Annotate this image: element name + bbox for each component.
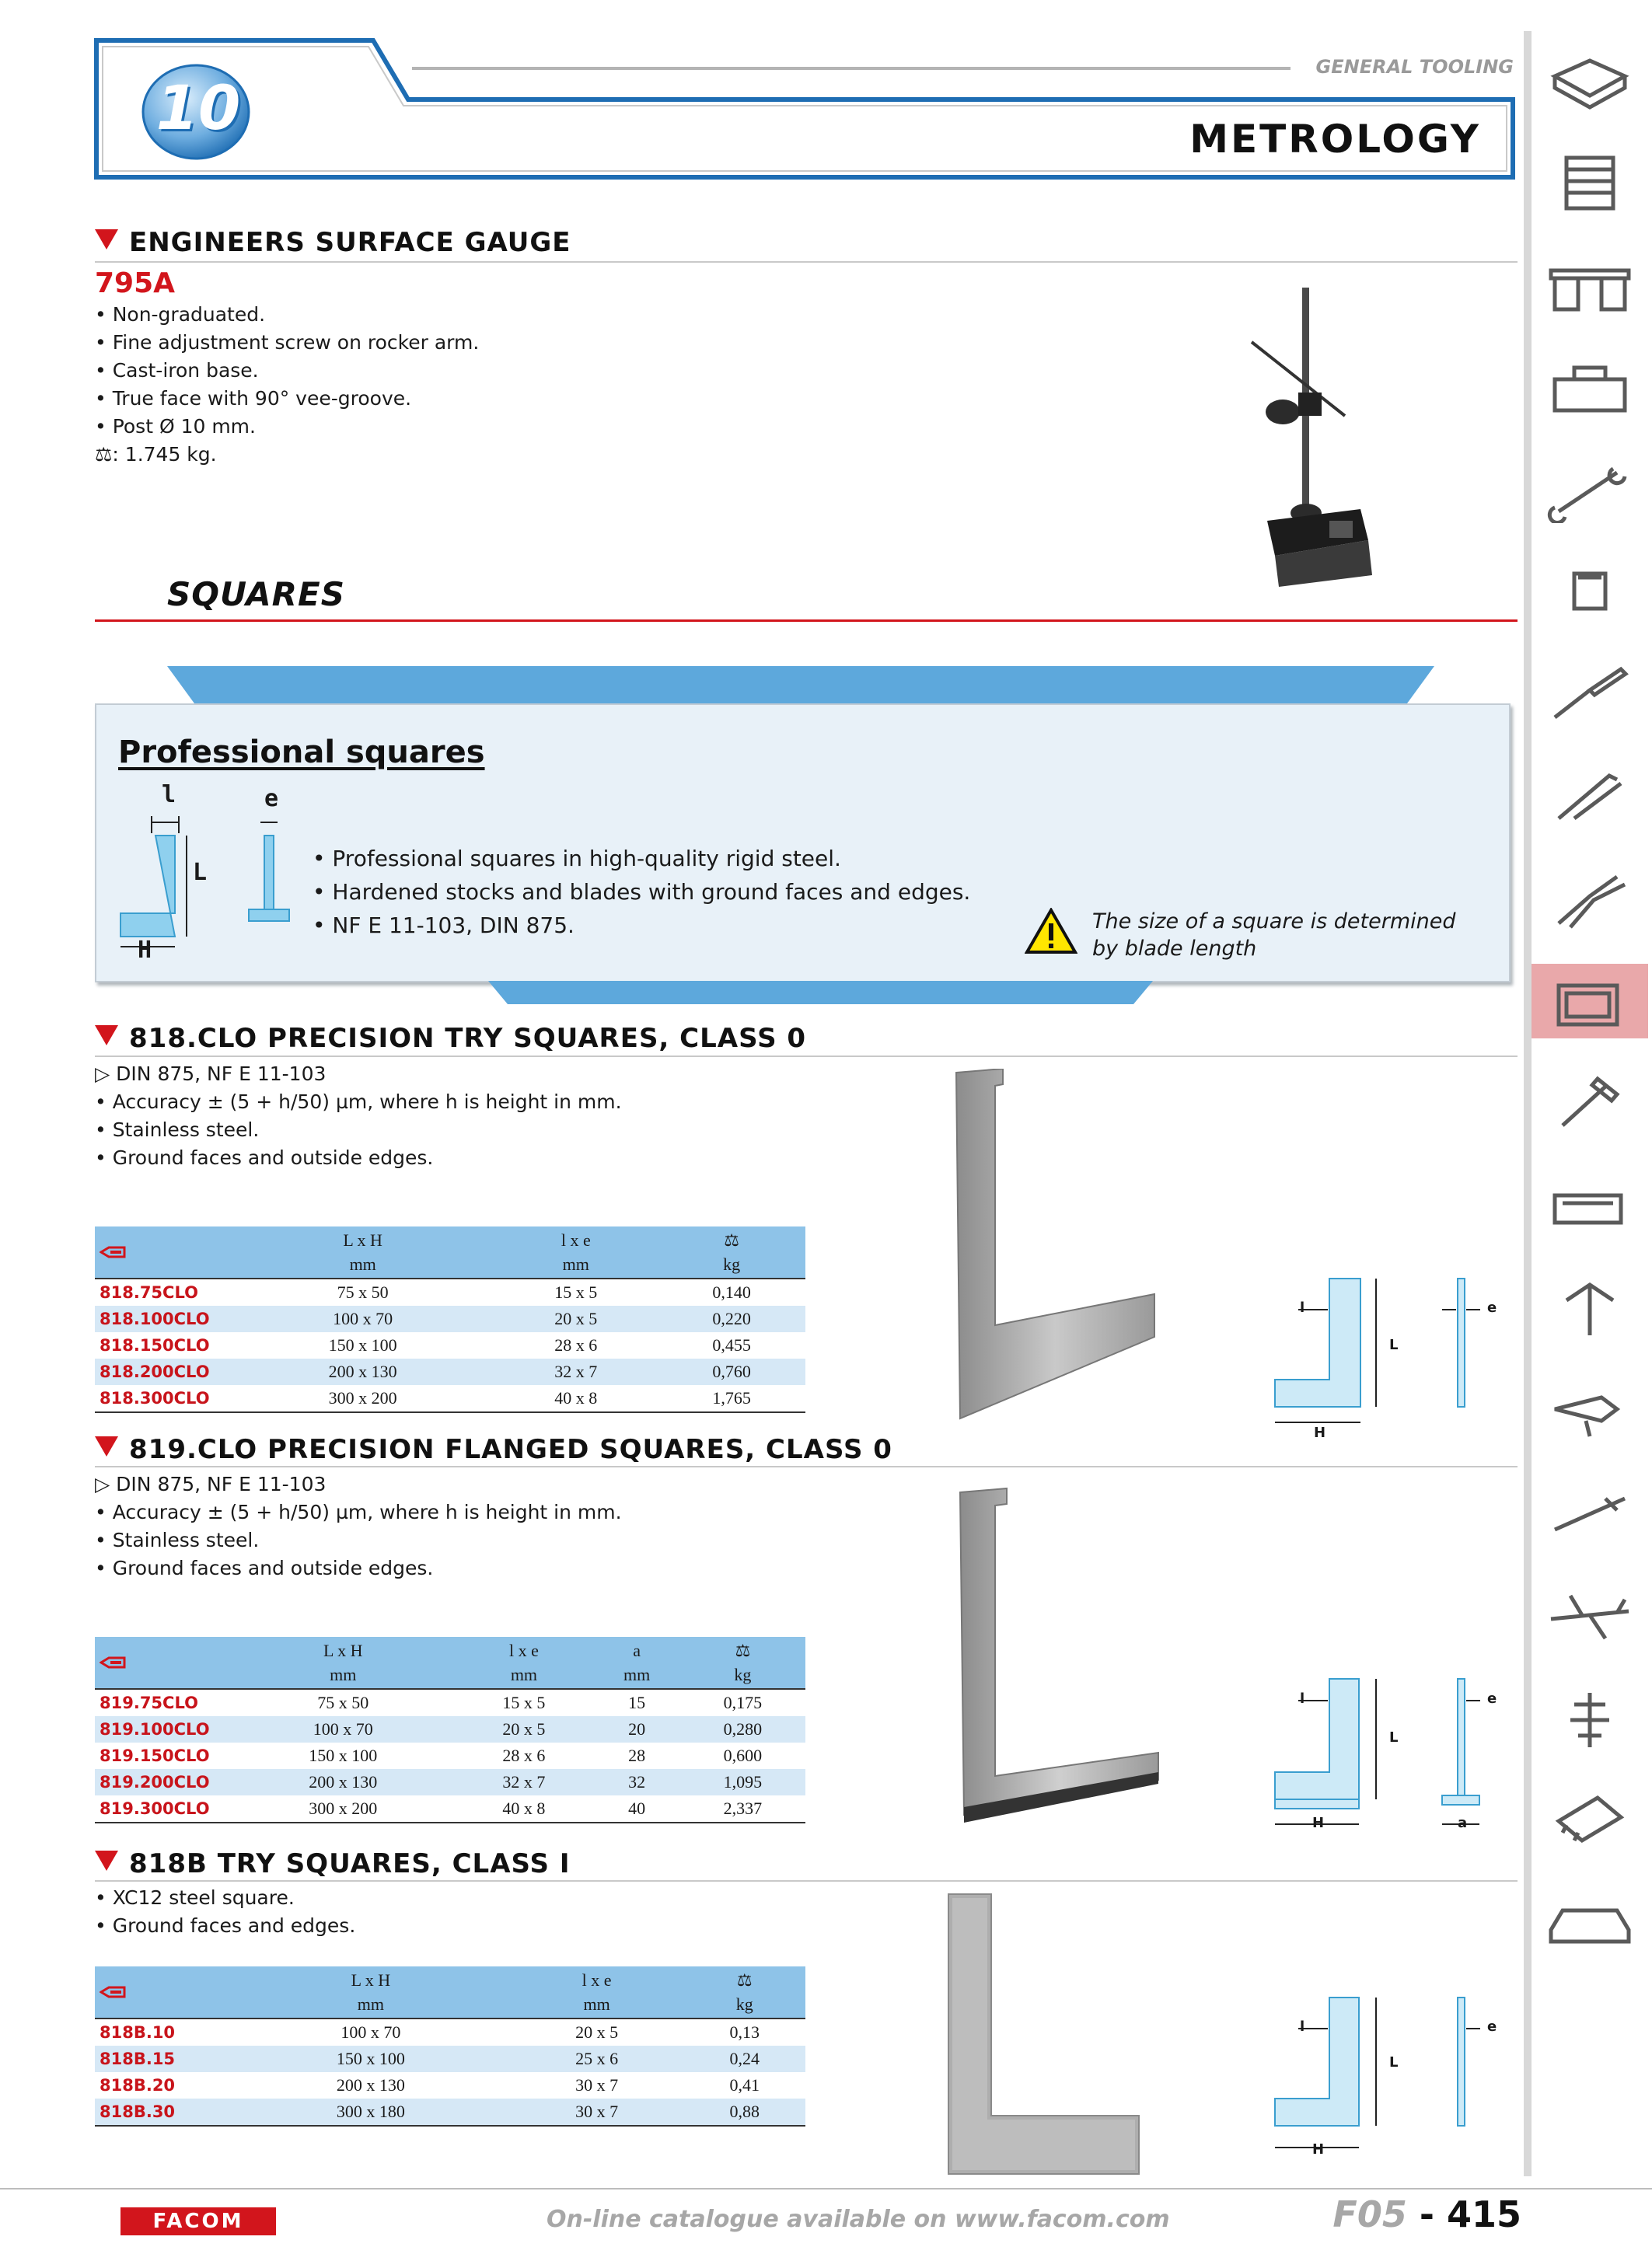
side-tab-screwdriver[interactable] xyxy=(1532,657,1648,731)
side-tab-hex-key[interactable] xyxy=(1532,758,1648,832)
side-tab-electrical[interactable] xyxy=(1532,1683,1648,1757)
table-cell: 30 x 7 xyxy=(510,2099,684,2126)
electrical-icon xyxy=(1543,1689,1636,1751)
red-divider xyxy=(95,619,1518,622)
size-note xyxy=(1092,908,1456,962)
ribbon-bottom xyxy=(488,981,1153,1006)
surface-gauge-bullets xyxy=(95,301,479,469)
label-H: H xyxy=(138,937,152,964)
sec818-dimension-diagram xyxy=(1267,1271,1500,1442)
table-cell: 0,455 xyxy=(712,1335,751,1355)
column-header xyxy=(683,1966,805,2019)
column-unit: mm xyxy=(623,1665,651,1684)
ref-cell: 818.300CLO xyxy=(100,1389,210,1408)
sec818b-bullets xyxy=(95,1884,355,1940)
table-cell: 28 x 6 xyxy=(502,1746,546,1765)
table-cell: 20 x 5 xyxy=(494,1306,658,1332)
roller-cabinet-icon xyxy=(1543,154,1636,216)
dim-a: a xyxy=(1458,1815,1468,1831)
table-cell: 150 x 100 xyxy=(309,1746,378,1765)
side-tab-pliers[interactable] xyxy=(1532,863,1648,937)
divider xyxy=(95,1055,1518,1057)
category-label: GENERAL TOOLING xyxy=(1315,56,1514,78)
toolbox-icon xyxy=(1543,356,1636,418)
table-cell: 0,140 xyxy=(712,1282,751,1302)
table-818b xyxy=(95,1966,805,2127)
page-sep: - xyxy=(1406,2193,1447,2235)
column-header xyxy=(232,1226,494,1279)
table-cell: 100 x 70 xyxy=(232,1306,494,1332)
side-tab-puller[interactable] xyxy=(1532,1271,1648,1345)
sec818b-heading xyxy=(95,1848,570,1879)
bullet: • Stainless steel. xyxy=(95,1529,260,1551)
table-cell: 25 x 6 xyxy=(510,2046,684,2072)
socket-icon xyxy=(1543,562,1636,624)
ref-header xyxy=(95,1966,232,2019)
sec818-heading-text: 818.CLO PRECISION TRY SQUARES, CLASS 0 xyxy=(129,1023,807,1054)
surface-gauge-image xyxy=(1236,280,1399,591)
bullet: • Ground faces and outside edges. xyxy=(95,1146,434,1169)
bullet: • Professional squares in high-quality rigid steel. xyxy=(313,846,841,871)
facom-ref-icon xyxy=(100,1246,126,1258)
table-cell: 0,24 xyxy=(683,2046,805,2072)
table-row xyxy=(95,2072,805,2099)
note-line: by blade length xyxy=(1092,937,1257,961)
bullet: • Post Ø 10 mm. xyxy=(95,415,256,438)
page-number-value: 415 xyxy=(1446,2193,1521,2235)
bullet: • Stainless steel. xyxy=(95,1118,260,1141)
note-line: The size of a square is determined xyxy=(1092,909,1456,933)
table-cell: 0,760 xyxy=(658,1359,805,1385)
table-cell: 15 x 5 xyxy=(554,1282,598,1302)
table-cell: 150 x 100 xyxy=(328,1335,397,1355)
ref-cell: 818B.15 xyxy=(95,2046,232,2072)
column-unit: mm xyxy=(583,1994,610,2014)
table-cell: 75 x 50 xyxy=(337,1282,389,1302)
surface-gauge-heading xyxy=(95,227,571,258)
bullet: • Ground faces and edges. xyxy=(95,1914,356,1937)
column-title: L x H xyxy=(323,1641,363,1660)
table-cell: 100 x 70 xyxy=(232,1716,454,1743)
table-cell: 40 x 8 xyxy=(554,1388,598,1408)
table-row xyxy=(95,2099,805,2126)
pliers-icon xyxy=(1543,869,1636,931)
bullet: • Ground faces and outside edges. xyxy=(95,1557,434,1579)
table-row xyxy=(95,1743,805,1769)
table-cell: 20 x 5 xyxy=(454,1716,593,1743)
hacksaw-icon xyxy=(1543,1176,1636,1238)
ref-header xyxy=(95,1637,232,1689)
sec819-heading-text: 819.CLO PRECISION FLANGED SQUARES, CLASS 0 xyxy=(129,1434,892,1465)
column-unit: kg xyxy=(735,1994,753,2014)
workbench-icon xyxy=(1543,255,1636,317)
sec818b-dimension-diagram xyxy=(1267,1990,1500,2161)
table-cell: 30 x 7 xyxy=(575,2075,619,2095)
table-cell: 28 x 6 xyxy=(554,1335,598,1355)
tape-measure-icon xyxy=(1543,970,1636,1032)
table-cell: 28 xyxy=(628,1746,646,1765)
bullet: ▷ DIN 875, NF E 11-103 xyxy=(95,1473,327,1495)
catalogue-link-text[interactable]: On-line catalogue available on www.facom.com xyxy=(547,2206,1170,2233)
chapter-number: 10 xyxy=(155,74,241,144)
bullet: • Accuracy ± (5 + h/50) µm, where h is height in mm. xyxy=(95,1501,622,1523)
bullet: • Cast-iron base. xyxy=(95,359,259,382)
class1-square-image xyxy=(945,1890,1154,2178)
bullet: • Non-graduated. xyxy=(95,303,266,326)
squares-heading: SQUARES xyxy=(167,575,345,613)
bullet: • Fine adjustment screw on rocker arm. xyxy=(95,331,480,354)
table-cell: 2,337 xyxy=(723,1799,763,1818)
table-cell: 1,765 xyxy=(712,1388,751,1408)
side-tab-roller-cabinet[interactable] xyxy=(1532,148,1648,222)
dim-H: H xyxy=(1314,1425,1326,1441)
product-code-795a: 795A xyxy=(95,267,176,299)
sec819-bullets xyxy=(95,1471,622,1582)
sec818-heading xyxy=(95,1023,806,1054)
ref-cell: 818.200CLO xyxy=(95,1359,232,1385)
side-tab-impact-wrench[interactable] xyxy=(1532,1372,1648,1446)
divider xyxy=(95,1880,1518,1882)
flanged-square-image xyxy=(952,1485,1170,1827)
side-tab-torque-wrench[interactable] xyxy=(1532,1477,1648,1551)
column-header xyxy=(680,1637,805,1689)
dim-H: H xyxy=(1312,2141,1325,2158)
column-unit: mm xyxy=(330,1665,357,1684)
ref-cell: 819.150CLO xyxy=(100,1746,210,1765)
dim-L: L xyxy=(1389,2054,1399,2071)
table-cell: 0,280 xyxy=(680,1716,805,1743)
table-row xyxy=(95,2019,805,2046)
ref-cell: 818B.10 xyxy=(100,2023,176,2042)
dim-l: l xyxy=(1300,1691,1305,1707)
column-title: l x e xyxy=(582,1970,612,1990)
ref-cell: 818.100CLO xyxy=(95,1306,232,1332)
table-cell: 200 x 130 xyxy=(232,1359,494,1385)
table-cell: 20 x 5 xyxy=(575,2022,619,2042)
boxes-icon xyxy=(1543,53,1636,115)
column-header xyxy=(593,1637,679,1689)
column-header xyxy=(232,1966,510,2019)
table-cell: 32 x 7 xyxy=(454,1769,593,1795)
table-row xyxy=(95,1306,805,1332)
label-L: L xyxy=(193,859,208,886)
professional-bullets xyxy=(313,842,970,942)
ref-cell: 819.75CLO xyxy=(100,1694,198,1712)
bullet: • True face with 90° vee-groove. xyxy=(95,387,412,410)
table-818clo xyxy=(95,1226,805,1413)
label-e: e xyxy=(264,785,279,812)
table-row xyxy=(95,1279,805,1306)
bullet: ▷ DIN 875, NF E 11-103 xyxy=(95,1062,327,1085)
side-tab-aircraft[interactable] xyxy=(1532,1578,1648,1652)
dim-l: l xyxy=(1300,1300,1305,1316)
divider xyxy=(95,1466,1518,1467)
table-cell: 300 x 200 xyxy=(309,1799,378,1818)
column-header xyxy=(510,1966,684,2019)
table-cell: 32 xyxy=(593,1769,679,1795)
column-unit: mm xyxy=(510,1665,538,1684)
dim-e: e xyxy=(1487,1691,1497,1707)
dim-e: e xyxy=(1487,2019,1497,2035)
ref-cell: 818B.20 xyxy=(100,2076,176,2095)
impact-wrench-icon xyxy=(1543,1378,1636,1440)
page-number xyxy=(1332,2193,1521,2235)
column-header xyxy=(494,1226,658,1279)
divider xyxy=(95,261,1518,263)
table-cell: 0,175 xyxy=(723,1693,763,1712)
side-tab-socket[interactable] xyxy=(1532,556,1648,630)
side-tab-workbench[interactable] xyxy=(1532,249,1648,323)
ribbon-top xyxy=(167,666,1434,705)
table-cell: 100 x 70 xyxy=(341,2022,401,2042)
side-tab-wrench[interactable] xyxy=(1532,455,1648,529)
table-row xyxy=(95,1795,805,1823)
column-unit: mm xyxy=(562,1254,589,1274)
side-tab-toolbox[interactable] xyxy=(1532,350,1648,424)
column-title: l x e xyxy=(508,1641,539,1660)
column-unit: kg xyxy=(734,1665,752,1684)
weight-line: ⚖: 1.745 kg. xyxy=(95,443,217,466)
facom-ref-icon xyxy=(100,1986,126,1998)
wrench-icon xyxy=(1543,461,1636,523)
torque-wrench-icon xyxy=(1543,1483,1636,1545)
table-cell: 15 xyxy=(628,1693,646,1712)
ref-cell: 818.75CLO xyxy=(100,1283,198,1302)
ref-cell: 818.150CLO xyxy=(100,1336,210,1355)
column-title: l x e xyxy=(561,1230,591,1250)
table-row xyxy=(95,1359,805,1385)
column-title: ⚖ xyxy=(736,1970,753,1990)
label-l: l xyxy=(162,781,176,808)
column-header xyxy=(454,1637,593,1689)
table-cell: 40 xyxy=(628,1799,646,1818)
electronics-icon xyxy=(1543,1790,1636,1852)
ref-cell: 818B.30 xyxy=(95,2099,232,2126)
table-row xyxy=(95,1769,805,1795)
surface-gauge-heading-text: ENGINEERS SURFACE GAUGE xyxy=(129,227,571,258)
puller-icon xyxy=(1543,1277,1636,1339)
side-tab-hacksaw[interactable] xyxy=(1532,1170,1648,1244)
bullet: • NF E 11-103, DIN 875. xyxy=(313,912,575,938)
dim-H: H xyxy=(1312,1815,1325,1831)
dim-L: L xyxy=(1389,1337,1399,1353)
column-unit: kg xyxy=(723,1254,741,1274)
table-819clo xyxy=(95,1637,805,1823)
side-tab-tape-measure[interactable] xyxy=(1532,964,1648,1038)
facom-ref-icon xyxy=(100,1656,126,1669)
column-unit: mm xyxy=(349,1254,376,1274)
table-cell: 0,600 xyxy=(723,1746,763,1765)
side-tab-hammer[interactable] xyxy=(1532,1065,1648,1139)
column-title: ⚖ xyxy=(724,1230,739,1250)
car-icon xyxy=(1543,1891,1636,1953)
page-prefix: F05 xyxy=(1332,2193,1407,2235)
ref-header xyxy=(95,1226,232,1279)
table-cell: 200 x 130 xyxy=(336,2075,405,2095)
side-tab-boxes[interactable] xyxy=(1532,47,1648,121)
table-cell: 0,88 xyxy=(683,2099,805,2126)
table-row xyxy=(95,1385,805,1412)
table-cell: 75 x 50 xyxy=(317,1693,369,1712)
ref-cell: 819.200CLO xyxy=(95,1769,232,1795)
ref-cell: 819.100CLO xyxy=(95,1716,232,1743)
bullet: • XC12 steel square. xyxy=(95,1886,295,1909)
screwdriver-icon xyxy=(1543,663,1636,725)
column-unit: mm xyxy=(357,1994,385,2014)
aircraft-icon xyxy=(1543,1584,1636,1646)
hex-key-icon xyxy=(1543,764,1636,826)
facom-logo: FACOM xyxy=(120,2207,276,2235)
table-cell: 300 x 200 xyxy=(328,1388,397,1408)
column-title: L x H xyxy=(351,1970,391,1990)
sec818-bullets xyxy=(95,1060,622,1172)
table-cell: 0,41 xyxy=(729,2075,760,2095)
table-cell: 0,13 xyxy=(729,2022,760,2042)
table-row xyxy=(95,1689,805,1716)
page-title: METROLOGY xyxy=(1189,117,1481,162)
dim-L: L xyxy=(1389,1729,1399,1746)
bullet: • Hardened stocks and blades with ground faces and edges. xyxy=(313,879,971,905)
try-square-image xyxy=(948,1069,1182,1426)
hammer-icon xyxy=(1543,1071,1636,1133)
bullet: • Accuracy ± (5 + h/50) µm, where h is height in mm. xyxy=(95,1090,622,1113)
column-title: a xyxy=(633,1641,641,1660)
side-tab-car[interactable] xyxy=(1532,1885,1648,1959)
side-tab-electronics[interactable] xyxy=(1532,1784,1648,1858)
warning-icon xyxy=(1025,908,1077,954)
column-title: ⚖ xyxy=(735,1641,751,1660)
footer-divider xyxy=(0,2188,1652,2189)
dim-l: l xyxy=(1300,2019,1305,2035)
table-cell: 150 x 100 xyxy=(232,2046,510,2072)
column-title: L x H xyxy=(343,1230,382,1250)
table-cell: 15 x 5 xyxy=(502,1693,546,1712)
table-cell: 200 x 130 xyxy=(232,1769,454,1795)
sec819-heading xyxy=(95,1434,892,1465)
sec818b-heading-text: 818B TRY SQUARES, CLASS I xyxy=(129,1848,571,1879)
table-row xyxy=(95,2046,805,2072)
table-cell: 32 x 7 xyxy=(494,1359,658,1385)
ref-cell: 819.300CLO xyxy=(100,1799,210,1818)
dim-e: e xyxy=(1487,1300,1497,1316)
table-cell: 1,095 xyxy=(680,1769,805,1795)
table-cell: 300 x 180 xyxy=(232,2099,510,2126)
table-cell: 0,220 xyxy=(658,1306,805,1332)
table-cell: 40 x 8 xyxy=(502,1799,546,1818)
professional-squares-title: Professional squares xyxy=(118,734,485,770)
column-header xyxy=(658,1226,805,1279)
column-header xyxy=(232,1637,454,1689)
table-row xyxy=(95,1716,805,1743)
table-row xyxy=(95,1332,805,1359)
table-cell: 20 xyxy=(593,1716,679,1743)
